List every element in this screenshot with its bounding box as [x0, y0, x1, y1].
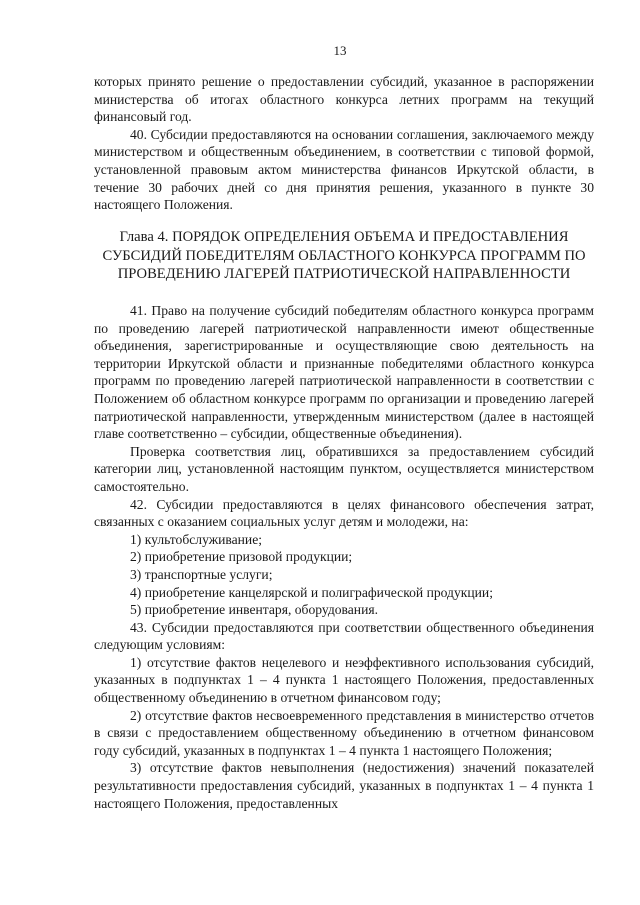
condition-2: 2) отсутствие фактов несвоевременного представления в министерство отчетов в связи с предоставлением общественному объединению в отчетном финансовом году субсидий, указанных в подпунктах 1 – 4 пункта 1 настоящего Положения;: [94, 707, 594, 758]
paragraph-40: 40. Субсидии предоставляются на основании соглашения, заключаемого между министерством и общественным объединением, в соответствии с типовой формой, установленной правовым актом министерства финансов Иркутской области, в течение 30 рабочих дней со дня принятия решения, указанного в пункте 30 настоящего Положения.: [94, 126, 594, 213]
paragraph-41: 41. Право на получение субсидий победителям областного конкурса программ по проведению лагерей патриотической направленности имеют общественные объединения, зарегистрированные и осуществляющие свою деятельность на территории Иркутской области и признанные победителями областного конкурса программ по проведению лагерей патриотической направленности в соответствии с Положением об областном конкурсе программ по организации и проведению лагерей патриотической направленности, утвержденным министерством (далее в настоящей главе соответственно – субсидии, общественные объединения).: [94, 303, 594, 442]
page-number: 13: [333, 43, 347, 58]
top-text-block: [94, 73, 594, 214]
paragraph-continuation: которых принято решение о предоставлении субсидий, указанное в распоряжении министерства об итогах областного конкурса летних программ на текущий финансовый год.: [94, 74, 594, 125]
condition-3: 3) отсутствие фактов невыполнения (недостижения) значений показателей результативности предоставления субсидий, указанных в подпунктах 1 – 4 пункта 1 настоящего Положения, предоставленных: [94, 760, 594, 811]
list-item: 4) приобретение канцелярской и полиграфической продукции;: [130, 584, 493, 600]
list-item: 3) транспортные услуги;: [130, 566, 273, 582]
paragraph-41-verification: Проверка соответствия лиц, обратившихся за предоставлением субсидий категории лиц, установленной настоящим пунктом, осуществляется министерством самостоятельно.: [94, 443, 594, 494]
list-item: 5) приобретение инвентаря, оборудования.: [130, 602, 379, 618]
chapter-heading: Глава 4. ПОРЯДОК ОПРЕДЕЛЕНИЯ ОБЪЕМА И ПРЕДОСТАВЛЕНИЯ СУБСИДИЙ ПОБЕДИТЕЛЯМ ОБЛАСТНОГО КОНКУРСА ПРОГРАММ ПО ПРОВЕДЕНИЮ ЛАГЕРЕЙ ПАТРИОТИЧЕСКОЙ НАПРАВЛЕННОСТИ: [102, 229, 586, 282]
list-item: 2) приобретение призовой продукции;: [130, 549, 353, 565]
list-item: 1) культобслуживание;: [130, 531, 263, 547]
paragraph-43: 43. Субсидии предоставляются при соответствии общественного объединения следующим условиям:: [94, 619, 594, 653]
condition-1: 1) отсутствие фактов нецелевого и неэффективного использования субсидий, указанных в подпунктах 1 – 4 пункта 1 настоящего Положения, предоставленных общественному объединению в отчетном финансовом году;: [94, 654, 594, 706]
chapter-body: [94, 302, 594, 812]
paragraph-42: 42. Субсидии предоставляются в целях финансового обеспечения затрат, связанных с оказанием социальных услуг детям и молодежи, на:: [94, 496, 594, 530]
